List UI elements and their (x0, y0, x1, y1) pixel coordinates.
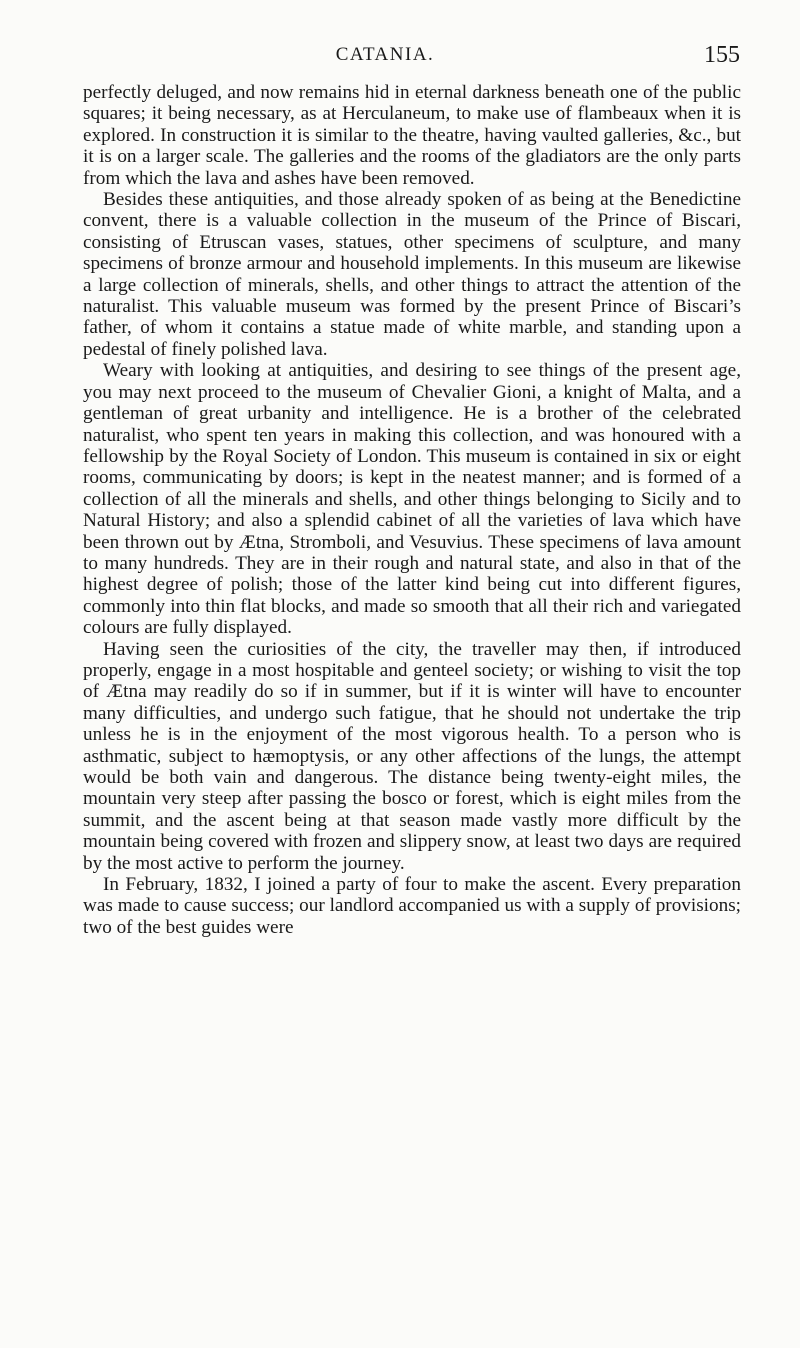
paragraph-1: perfectly deluged, and now remains hid in eternal darkness beneath one of the public squares; it being necessary, as at Herculaneum, to make use of flambeaux when it is explored. In construction it is similar to the theatre, having vaulted galleries, &c., but it is on a larger scale. The galleries and the rooms of the gladiators are the only parts from which the lava and ashes have been removed. (83, 82, 741, 189)
page-number: 155 (704, 42, 740, 68)
paragraph-2: Besides these antiquities, and those already spoken of as being at the Benedictine convent, there is a valuable collection in the museum of the Prince of Biscari, consisting of Etruscan vases, statues, other specimens of sculpture, and many specimens of bronze armour and household implements. In this museum are likewise a large collection of minerals, shells, and other things to attract the attention of the naturalist. This valuable museum was formed by the present Prince of Biscari’s father, of whom it contains a statue made of white marble, and standing upon a pedestal of finely polished lava. (83, 189, 741, 360)
running-title: CATANIA. (335, 44, 435, 65)
paragraph-5: In February, 1832, I joined a party of four to make the ascent. Every preparation was made to cause success; our landlord accompanied us with a supply of provisions; two of the best guides were (83, 874, 741, 938)
body-text (83, 82, 741, 938)
paragraph-4: Having seen the curiosities of the city, the traveller may then, if introduced properly, engage in a most hospitable and genteel society; or wishing to visit the top of Ætna may readily do so if in summer, but if it is winter will have to encounter many difficulties, and undergo such fatigue, that he should not undertake the trip unless he is in the enjoyment of the most vigorous health. To a person who is asthmatic, subject to hæmoptysis, or any other affections of the lungs, the attempt would be both vain and dangerous. The distance being twenty-eight miles, the mountain very steep after passing the bosco or forest, which is eight miles from the summit, and the ascent being at that season made vastly more difficult by the mountain being covered with frozen and slippery snow, at least two days are required by the most active to perform the journey. (83, 638, 741, 874)
running-head (80, 40, 740, 74)
paragraph-3: Weary with looking at antiquities, and desiring to see things of the present age, you may next proceed to the museum of Chevalier Gioni, a knight of Malta, and a gentleman of great urbanity and intelligence. He is a brother of the celebrated naturalist, who spent ten years in making this collection, and was honoured with a fellowship by the Royal Society of London. This museum is contained in six or eight rooms, communicating by doors; is kept in the neatest manner; and is formed of a collection of all the minerals and shells, and other things belonging to Sicily and to Natural History; and also a splendid cabinet of all the varieties of lava which have been thrown out by Ætna, Stromboli, and Vesuvius. These specimens of lava amount to many hundreds. They are in their rough and natural state, and also in that of the highest degree of polish; those of the latter kind being cut into different figures, commonly into thin flat blocks, and made so smooth that all their rich and variegated colours are fully displayed. (83, 360, 741, 639)
